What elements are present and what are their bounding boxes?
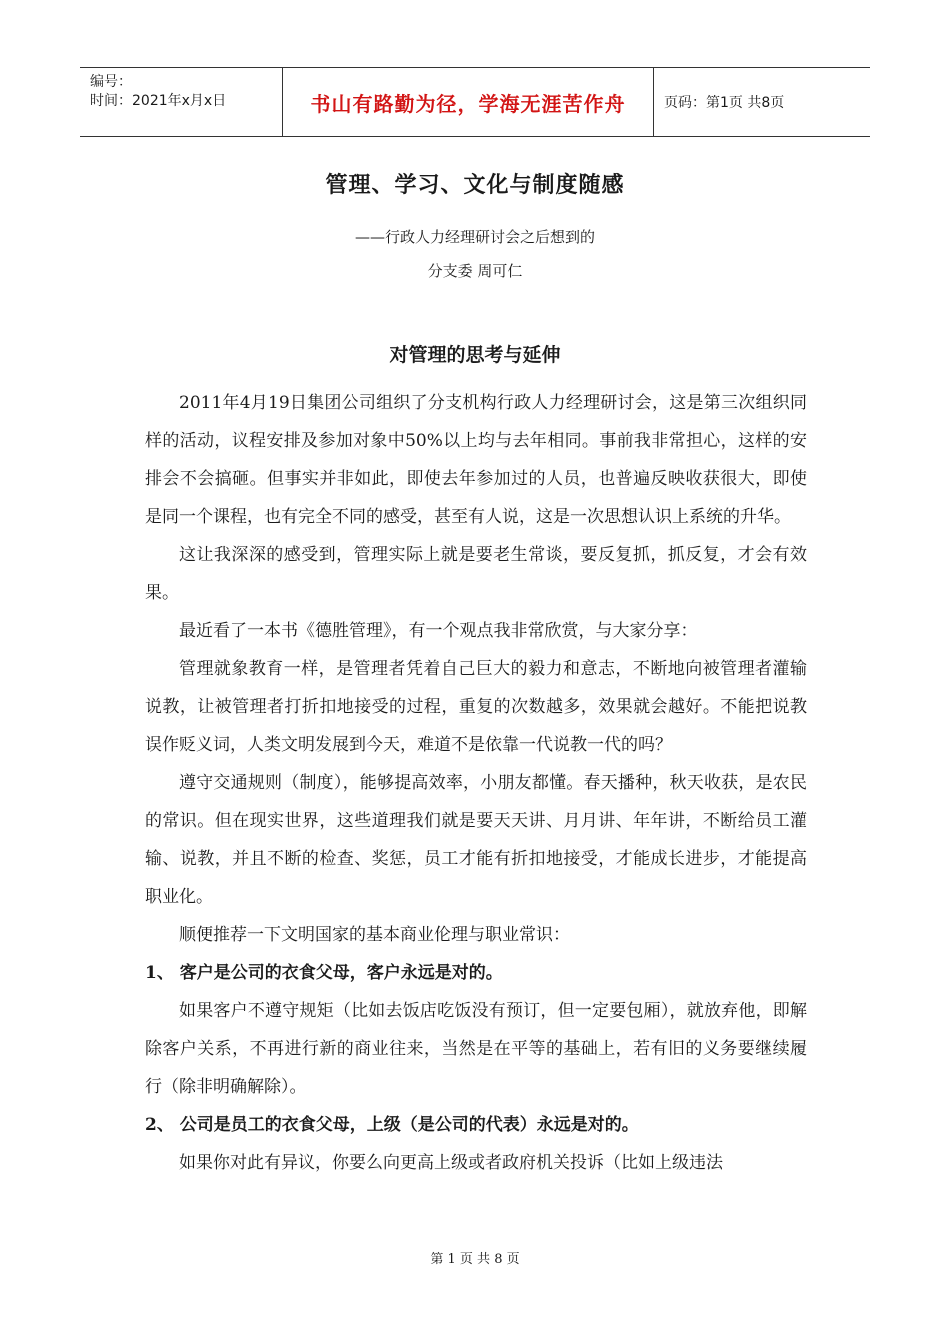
document-author: 分支委 周可仁 <box>427 262 523 280</box>
document-number: 编号： <box>90 74 132 90</box>
document-date: 时间：2021年x月x日 <box>90 93 227 109</box>
page-footer: 第 1 页 共 8 页 <box>430 1252 520 1267</box>
paragraph: 如果客户不遵守规矩（比如去饭店吃饭没有预订，但一定要包厢），就放弃他，即解除客户关系，不再进行新的商业往来，当然是在平等的基础上，若有旧的义务要继续履行（除非明确解除）。 <box>145 1001 807 1097</box>
section-heading: 对管理的思考与延伸 <box>389 344 561 366</box>
paragraph: 遵守交通规则（制度），能够提高效率，小朋友都懂。春天播种，秋天收获，是农民的常识。但在现实世界，这些道理我们就是要天天讲、月月讲、年年讲，不断给员工灌输、说教，并且不断的检查、奖惩，员工才能有折扣地接受，才能成长进步，才能提高职业化。 <box>145 773 807 907</box>
numbered-item-heading: 2、 公司是员工的衣食父母，上级（是公司的代表）永远是对的。 <box>145 1115 639 1135</box>
document-title: 管理、学习、文化与制度随感 <box>325 172 625 198</box>
paragraph: 最近看了一本书《德胜管理》，有一个观点我非常欣赏，与大家分享： <box>179 621 698 641</box>
document-body <box>145 384 807 1182</box>
header-table <box>80 67 870 137</box>
paragraph: 顺便推荐一下文明国家的基本商业伦理与职业常识： <box>179 925 570 945</box>
header-page-number: 页码：第1页 共8页 <box>664 95 785 111</box>
header-info-cell <box>80 68 282 136</box>
numbered-item-heading: 1、 客户是公司的衣食父母，客户永远是对的。 <box>145 963 503 983</box>
paragraph: 管理就象教育一样，是管理者凭着自己巨大的毅力和意志，不断地向被管理者灌输说教，让被管理者打折扣地接受的过程，重复的次数越多，效果就会越好。不能把说教误作贬义词，人类文明发展到今天，难道不是依靠一代说教一代的吗？ <box>145 659 807 755</box>
paragraph: 2011年4月19日集团公司组织了分支机构行政人力经理研讨会，这是第三次组织同样的活动，议程安排及参加对象中50%以上均与去年相同。事前我非常担心，这样的安排会不会搞砸。但事实并非如此，即使去年参加过的人员，也普遍反映收获很大，即使是同一个课程，也有完全不同的感受，甚至有人说，这是一次思想认识上系统的升华。 <box>145 393 807 527</box>
paragraph: 这让我深深的感受到，管理实际上就是要老生常谈，要反复抓，抓反复，才会有效果。 <box>145 545 807 603</box>
document-subtitle: ——行政人力经理研讨会之后想到的 <box>354 228 595 246</box>
paragraph: 如果你对此有异议，你要么向更高上级或者政府机关投诉（比如上级违法 <box>179 1153 723 1173</box>
header-motto: 书山有路勤为径，学海无涯苦作舟 <box>282 68 654 136</box>
